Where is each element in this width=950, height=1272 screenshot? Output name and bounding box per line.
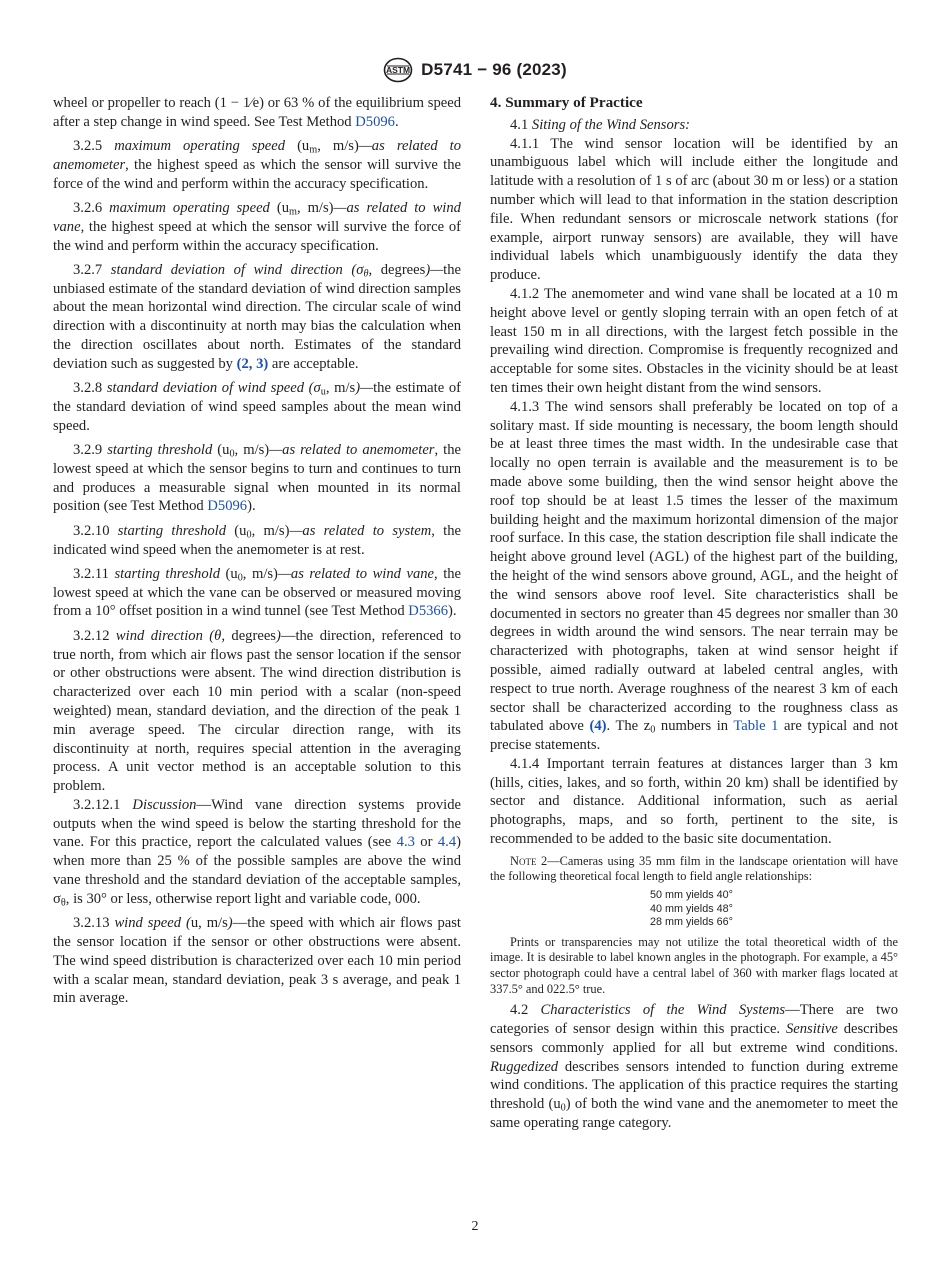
link-table-1[interactable]: Table 1 — [733, 718, 779, 735]
list-item: 40 mm yields 48° — [650, 902, 733, 915]
link-d5096[interactable]: D5096 — [207, 498, 248, 515]
paragraph-3-2-5: 3.2.5 maximum operating speed ($u_m$, m/s)—as related to anemometer, the highest speed as which the sensor will survive the force of the wind and perform within the accuracy specification. — [53, 138, 461, 192]
paragraph-3-2-12-1: 3.2.12.1 Discussion—Wind vane direction systems provide outputs when the wind speed is below the starting threshold for the vane. For this practice, report the calculated values (see 4.3 or 4.4) when more than 25 % of the possible samples are above the wind vane threshold and the standard deviation of the acceptable samples, $\sigma_\theta$, is 30° or less, otherwise report light and variable code, 000. — [53, 796, 461, 909]
note-2-continued: Prints or transparencies may not utilize the total theoretical width of the image. It is desirable to label known angles in the photograph. For example, a 45° sector photograph could have a central label of 360 with marker flags located at 337.5° and 022.5° true. — [490, 934, 898, 996]
paragraph-3-2-7: 3.2.7 standard deviation of wind direction ($\sigma_\theta$, degrees)—the unbiased estimate of the standard deviation of wind direction samples about the mean horizontal wind direction. The circular scale of wind direction with a discontinuity at north may bias the calculation when the direction oscillates about north. Estimates of the standard deviation such as suggested by (2, 3) are acceptable. — [53, 261, 462, 372]
link-d5366[interactable]: D5366 — [408, 603, 449, 620]
link-section-4-3[interactable]: 4.3 — [396, 834, 415, 851]
reference-link[interactable]: (2, 3) — [236, 355, 269, 372]
document-designation: D5741 − 96 (2023) — [421, 60, 567, 79]
astm-logo-icon — [383, 57, 413, 83]
paragraph-3-2-10: 3.2.10 starting threshold ($u_0$, m/s)—as related to system, the indicated wind speed when the anemometer is at rest. — [53, 522, 461, 558]
list-item: 50 mm yields 40° — [650, 889, 733, 902]
link-section-4-4[interactable]: 4.4 — [437, 834, 457, 851]
paragraph-3-2-11: 3.2.11 starting threshold ($u_0$, m/s)—as related to wind vane, the lowest speed at which the vane can be observed or measured moving from a 10° offset position in a wind tunnel (see Test Method D5366). — [53, 565, 462, 620]
link-d5096[interactable]: D5096 — [355, 113, 395, 130]
right-column — [490, 94, 898, 1138]
list-item: 28 mm yields 66° — [650, 916, 733, 929]
note-2: Note 2—Cameras using 35 mm film in the landscape orientation will have the following theoretical focal length to field angle relationships: — [490, 853, 898, 884]
paragraph-3-2-9: 3.2.9 starting threshold ($u_0$, m/s)—as related to anemometer, the lowest speed at which the sensor begins to turn and continues to turn and produces a measurable signal when mounted in its normal position (see Test Method D5096). — [53, 442, 461, 515]
section-heading: 4. Summary of Practice — [490, 94, 643, 111]
paragraph-4-1: 4.1 Siting of the Wind Sensors: — [510, 116, 690, 133]
paragraph-4-1-1: 4.1.1 The wind sensor location will be identified by an unambiguous label which will include either the longitude and latitude with a resolution of 1 s of arc (about 30 m or less) or a station number which will lead to that information in the station description file. When redundant sensors or microscale network stations (for example, airport runway sensors) are available, they will have individual labels which unambiguously identify the data they produce. — [490, 135, 898, 284]
paragraph-4-1-4: 4.1.4 Important terrain features at distances larger than 3 km (hills, cities, lakes, and so forth, within 20 km) shall be identified by sector and distance. Additional information, such as aerial photographs, maps, and so forth, pertinent to the site, is recommended to be added to the basic site documentation. — [490, 755, 898, 848]
paragraph-3-2-13: 3.2.13 wind speed (u, m/s)—the speed with which air flows past the sensor location if the sensor or other obstructions were absent. The wind speed distribution is characterized over each 10 min period with a scalar mean, standard deviation, peak 3 s average, and peak 1 min average. — [53, 915, 461, 1007]
focal-length-list — [490, 889, 898, 930]
paragraph-4-2: 4.2 Characteristics of the Wind Systems—There are two categories of sensor design within this practice. Sensitive describes sensors commonly applied for all but extreme wind conditions. Ruggedized describes sensors intended to function during extreme wind conditions. The application of this practice requires the starting threshold $(u_0)$ of both the wind vane and the anemometer to meet the same operating range category. — [490, 1002, 899, 1131]
paragraph-4-1-3: 4.1.3 The wind sensors shall preferably be located on top of a solitary mast. If side mounting is necessary, the boom length should be at least three times the mast width. In the undesirable case that locally no open terrain is available and the measurement is to be made above some building, then the wind sensor height above the roof top should be at least 1.5 times the lesser of the maximum building height and the maximum horizontal dimension of the major roof surface. In this case, the station description file shall indicate the height above ground level (AGL) of the highest part of the building, the height of the wind sensors above ground, AGL, and the height of the wind sensors above roof level. Site characteristics shall be documented in sectors no greater than 45 degrees nor smaller than 30 degrees in width around the wind sensors. The near terrain may be characterized with photographs, taken at wind sensor height if possible, aimed radially outward at labeled central angles, with respect to true north. Average roughness of the nearest 3 km of each sector shall be characterized according to the roughness class as tabulated above (4). The $z_0$ numbers in Table 1 are typical and not precise statements. — [490, 398, 899, 754]
paragraph-4-1-2: 4.1.2 The anemometer and wind vane shall be located at a 10 m height above level or gently sloping terrain with an open fetch of at least 150 m in all directions, with the largest fetch possible in the prevailing wind direction. Compromise is frequently recognized and acceptable for some sites. Obstacles in the vicinity should be at least ten times their own height distant from the wind sensors. — [490, 285, 898, 396]
paragraph-3-2-8: 3.2.8 standard deviation of wind speed ($\sigma_u$, m/s)—the estimate of the standard deviation of wind speed samples about the mean wind speed. — [53, 380, 461, 434]
paragraph-3-2-12: 3.2.12 wind direction (θ, degrees)—the direction, referenced to true north, from which air flows past the sensor location if the sensor or other obstructions were absent. The wind direction distribution is characterized over each 10 min period with a scalar (non-speed weighted) mean, standard deviation, and the direction of the peak 1 min average speed. The circular direction range, with its discontinuity at north, requires special attention in the averaging process. A unit vector method is an acceptable solution to this problem. — [53, 627, 461, 795]
paragraph-3-2-4-continued: wheel or propeller to reach (1 − 1⁄e) or 63 % of the equilibrium speed after a step change in wind speed. See Test Method D5096. — [53, 95, 461, 130]
left-column — [53, 94, 461, 1014]
paragraph-3-2-6: 3.2.6 maximum operating speed ($u_m$, m/s)—as related to wind vane, the highest speed at which the sensor will survive the force of the wind and perform within the accuracy specification. — [53, 199, 461, 254]
page-header — [0, 56, 950, 84]
reference-link[interactable]: (4) — [589, 718, 607, 735]
page-number: 2 — [471, 1219, 479, 1234]
logo-text: ASTM — [386, 65, 411, 75]
